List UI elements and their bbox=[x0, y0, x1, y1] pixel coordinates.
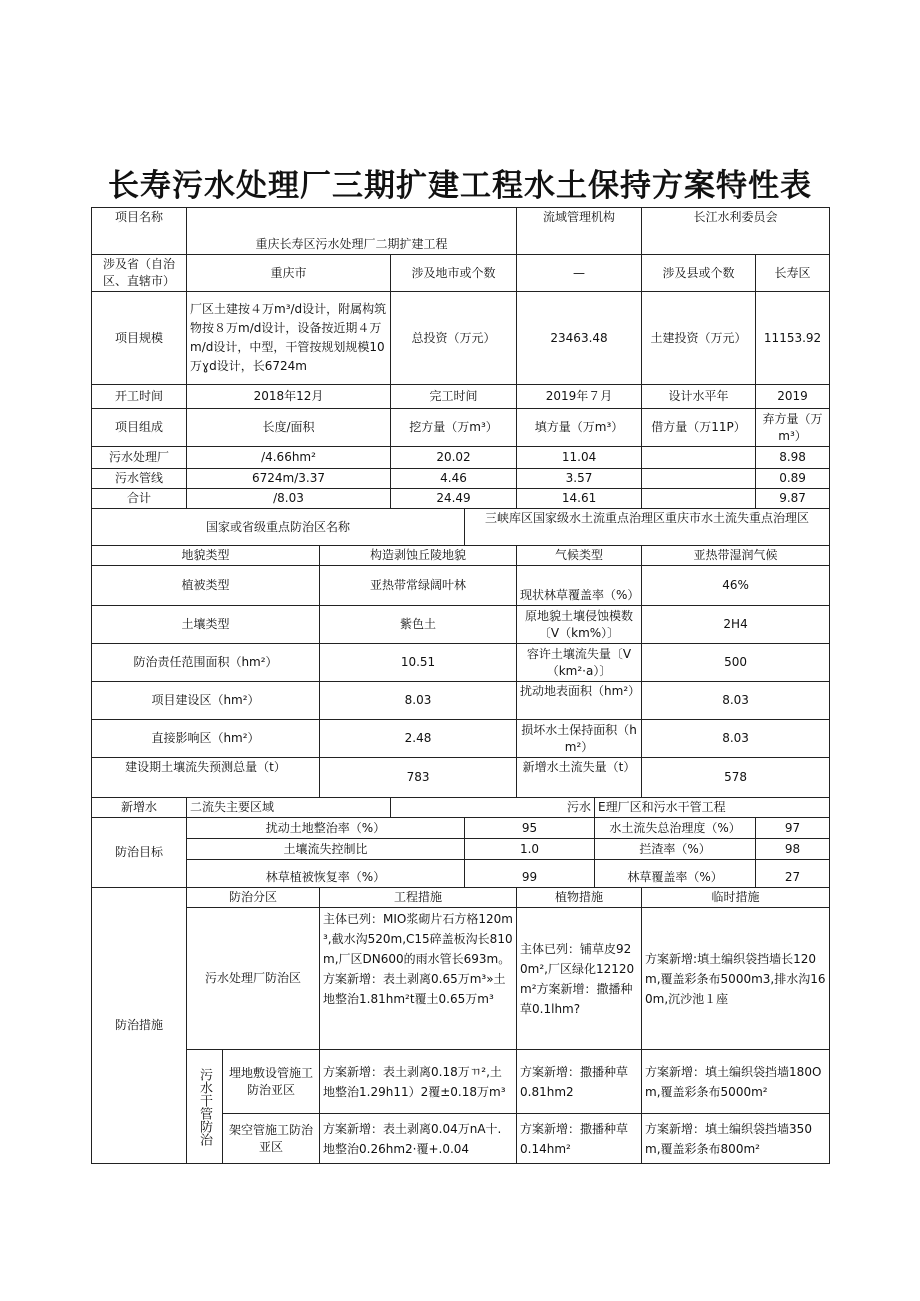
cell: 借方量（万11P） bbox=[642, 409, 756, 447]
cell: 流域管理机构 bbox=[517, 208, 642, 255]
cell: 20.02 bbox=[391, 447, 517, 469]
table-row bbox=[92, 509, 830, 546]
cell: 工程措施 bbox=[320, 888, 517, 908]
cell: 亚热带常绿阔叶林 bbox=[320, 566, 517, 606]
cell: 拦渣率（%） bbox=[595, 839, 756, 860]
cell: 重庆市 bbox=[187, 255, 391, 292]
cell: 方案新增:填土编织袋挡墙长120m,覆盖彩条布5000m3,排水沟160m,沉沙池１座 bbox=[642, 908, 830, 1050]
cell: 植被类型 bbox=[92, 566, 320, 606]
cell: 0.89 bbox=[756, 469, 830, 489]
cell: 临时措施 bbox=[642, 888, 830, 908]
cell: 污水 bbox=[391, 798, 595, 818]
cell: E理厂区和污水干管工程 bbox=[595, 798, 830, 818]
table-row bbox=[92, 255, 830, 292]
cell: 合计 bbox=[92, 489, 187, 509]
cell: 主体已列：铺草皮920m²,厂区绿化12120m²方案新增：撒播种草0.1lhm? bbox=[517, 908, 642, 1050]
table-row bbox=[92, 385, 830, 409]
cell: 林草覆盖率（%） bbox=[595, 860, 756, 888]
cell: 24.49 bbox=[391, 489, 517, 509]
table-row bbox=[92, 208, 830, 255]
cell: 开工时间 bbox=[92, 385, 187, 409]
cell: 亚热带湿润气候 bbox=[642, 546, 830, 566]
cell: 气候类型 bbox=[517, 546, 642, 566]
cell: 27 bbox=[756, 860, 830, 888]
cell: 10.51 bbox=[320, 644, 517, 682]
cell: 植物措施 bbox=[517, 888, 642, 908]
cell: 11.04 bbox=[517, 447, 642, 469]
cell: 长度/面积 bbox=[187, 409, 391, 447]
vertical-label: 污水干管防治 bbox=[197, 1067, 212, 1146]
cell: 污水管线 bbox=[92, 469, 187, 489]
table-row bbox=[92, 566, 830, 606]
cell: 设计水平年 bbox=[642, 385, 756, 409]
cell: 土建投资（万元） bbox=[642, 292, 756, 385]
table-row bbox=[92, 469, 830, 489]
cell: 防治措施 bbox=[92, 888, 187, 1164]
cell: 3.57 bbox=[517, 469, 642, 489]
cell: 国家或省级重点防治区名称 bbox=[92, 509, 465, 546]
table-row bbox=[92, 798, 830, 818]
table-row bbox=[92, 888, 830, 908]
cell: 方案新增：填土编织袋挡墙350m,覆盖彩条布800m² bbox=[642, 1114, 830, 1164]
table-row bbox=[92, 682, 830, 720]
cell: 完工时间 bbox=[391, 385, 517, 409]
cell: 23463.48 bbox=[517, 292, 642, 385]
cell: 涉及县或个数 bbox=[642, 255, 756, 292]
cell: 直接影响区（hm²） bbox=[92, 720, 320, 758]
table-row bbox=[92, 839, 830, 860]
table-row bbox=[92, 546, 830, 566]
cell: 500 bbox=[642, 644, 830, 682]
cell: 土壤类型 bbox=[92, 606, 320, 644]
cell: 污水处理厂防治区 bbox=[187, 908, 320, 1050]
cell: 涉及地市或个数 bbox=[391, 255, 517, 292]
table-row bbox=[92, 409, 830, 447]
cell: 99 bbox=[465, 860, 595, 888]
cell: 防治分区 bbox=[187, 888, 320, 908]
cell: 2019 bbox=[756, 385, 830, 409]
cell: 污水处理厂 bbox=[92, 447, 187, 469]
cell: 578 bbox=[642, 758, 830, 798]
cell: 总投资（万元） bbox=[391, 292, 517, 385]
cell: 林草植被恢复率（%） bbox=[187, 860, 465, 888]
cell: 14.61 bbox=[517, 489, 642, 509]
cell: 水土流失总治理度（%） bbox=[595, 818, 756, 839]
cell: 项目组成 bbox=[92, 409, 187, 447]
cell bbox=[642, 447, 756, 469]
cell bbox=[642, 469, 756, 489]
cell: 2H4 bbox=[642, 606, 830, 644]
cell: 8.03 bbox=[642, 682, 830, 720]
cell: 埋地敷设管施工防治亚区 bbox=[223, 1050, 320, 1114]
cell: 方案新增：撒播种草0.14hm² bbox=[517, 1114, 642, 1164]
table-row bbox=[92, 818, 830, 839]
cell: 原地貌土壤侵蚀模数〔V（km%）〕 bbox=[517, 606, 642, 644]
cell: /8.03 bbox=[187, 489, 391, 509]
cell: 涉及省（自治区、直辖市） bbox=[92, 255, 187, 292]
cell: 方案新增：表土剥离0.18万ㄲ²,土地整治1.29h11）2覆±0.18万m³ bbox=[320, 1050, 517, 1114]
cell: 8.03 bbox=[320, 682, 517, 720]
cell: 地貌类型 bbox=[92, 546, 320, 566]
cell: 新增水 bbox=[92, 798, 187, 818]
cell: 防治目标 bbox=[92, 818, 187, 888]
table-row bbox=[92, 758, 830, 798]
table-row bbox=[92, 292, 830, 385]
cell: 填方量（万m³） bbox=[517, 409, 642, 447]
cell: 项目名称 bbox=[92, 208, 187, 255]
table-row bbox=[92, 720, 830, 758]
cell bbox=[187, 1050, 223, 1164]
cell: 损坏水土保持面积（hm²） bbox=[517, 720, 642, 758]
cell: 架空管施工防治亚区 bbox=[223, 1114, 320, 1164]
cell: 厂区土建按４万m³/d设计，附属构筑物按８万m/d设计，设备按近期４万m/d设计，中型，干管按规划规模10万ɣd设计，长6724m bbox=[187, 292, 391, 385]
cell: 46% bbox=[642, 566, 830, 606]
cell: 95 bbox=[465, 818, 595, 839]
table-row bbox=[92, 908, 830, 1050]
cell: 扰动土地整治率（%） bbox=[187, 818, 465, 839]
cell: 二流失主要区域 bbox=[187, 798, 391, 818]
cell: 长寿区 bbox=[756, 255, 830, 292]
cell: 2.48 bbox=[320, 720, 517, 758]
cell: 项目规模 bbox=[92, 292, 187, 385]
cell: — bbox=[517, 255, 642, 292]
cell: /4.66hm² bbox=[187, 447, 391, 469]
table-row bbox=[92, 1050, 830, 1114]
cell: 方案新增：撒播种草0.81hm2 bbox=[517, 1050, 642, 1114]
cell: 98 bbox=[756, 839, 830, 860]
cell: 97 bbox=[756, 818, 830, 839]
cell: 建设期土壤流失预测总量（t） bbox=[92, 758, 320, 798]
cell: 长江水利委员会 bbox=[642, 208, 830, 255]
page-title: 长寿污水处理厂三期扩建工程水土保持方案特性表 bbox=[108, 168, 812, 204]
cell: 防治责任范围面积（hm²） bbox=[92, 644, 320, 682]
cell: 重庆长寿区污水处理厂二期扩建工程 bbox=[187, 208, 517, 255]
cell: 6724m/3.37 bbox=[187, 469, 391, 489]
table-row bbox=[92, 606, 830, 644]
cell: 挖方量（万m³） bbox=[391, 409, 517, 447]
table-row bbox=[92, 860, 830, 888]
cell: 新增水土流失量（t） bbox=[517, 758, 642, 798]
cell: 弃方量（万m³） bbox=[756, 409, 830, 447]
table-row bbox=[92, 644, 830, 682]
cell: 4.46 bbox=[391, 469, 517, 489]
cell: 三峡库区国家级水土流重点治理区重庆市水土流失重点治理区 bbox=[465, 509, 830, 546]
cell: 方案新增：表土剥离0.04万nA十.地整治0.26hm2·覆+.0.04 bbox=[320, 1114, 517, 1164]
cell: 主体已列：MIO浆砌片石方格120m³,截水沟520m,C15碎盖板沟长810m,厂区DN600的雨水管长693m。方案新增：表土剥离0.65万m³»土地整治1.81hm²t覆土0.65万m³ bbox=[320, 908, 517, 1050]
cell: 8.98 bbox=[756, 447, 830, 469]
cell: 容许土壤流失量〔V（km²·a）〕 bbox=[517, 644, 642, 682]
cell: 8.03 bbox=[642, 720, 830, 758]
cell bbox=[642, 489, 756, 509]
cell: 紫色土 bbox=[320, 606, 517, 644]
cell: 11153.92 bbox=[756, 292, 830, 385]
cell: 2018年12月 bbox=[187, 385, 391, 409]
table-row bbox=[92, 489, 830, 509]
characteristics-table bbox=[91, 207, 830, 1164]
cell: 土壤流失控制比 bbox=[187, 839, 465, 860]
cell: 扰动地表面积（hm²） bbox=[517, 682, 642, 720]
cell: 783 bbox=[320, 758, 517, 798]
cell: 9.87 bbox=[756, 489, 830, 509]
table-row bbox=[92, 447, 830, 469]
cell: 项目建设区（hm²） bbox=[92, 682, 320, 720]
cell: 构造剥蚀丘陵地貌 bbox=[320, 546, 517, 566]
cell: 2019年７月 bbox=[517, 385, 642, 409]
cell: 1.0 bbox=[465, 839, 595, 860]
cell: 现状林草覆盖率（%） bbox=[517, 566, 642, 606]
cell: 方案新增：填土编织袋挡墙180Om,覆盖彩条布5000m² bbox=[642, 1050, 830, 1114]
